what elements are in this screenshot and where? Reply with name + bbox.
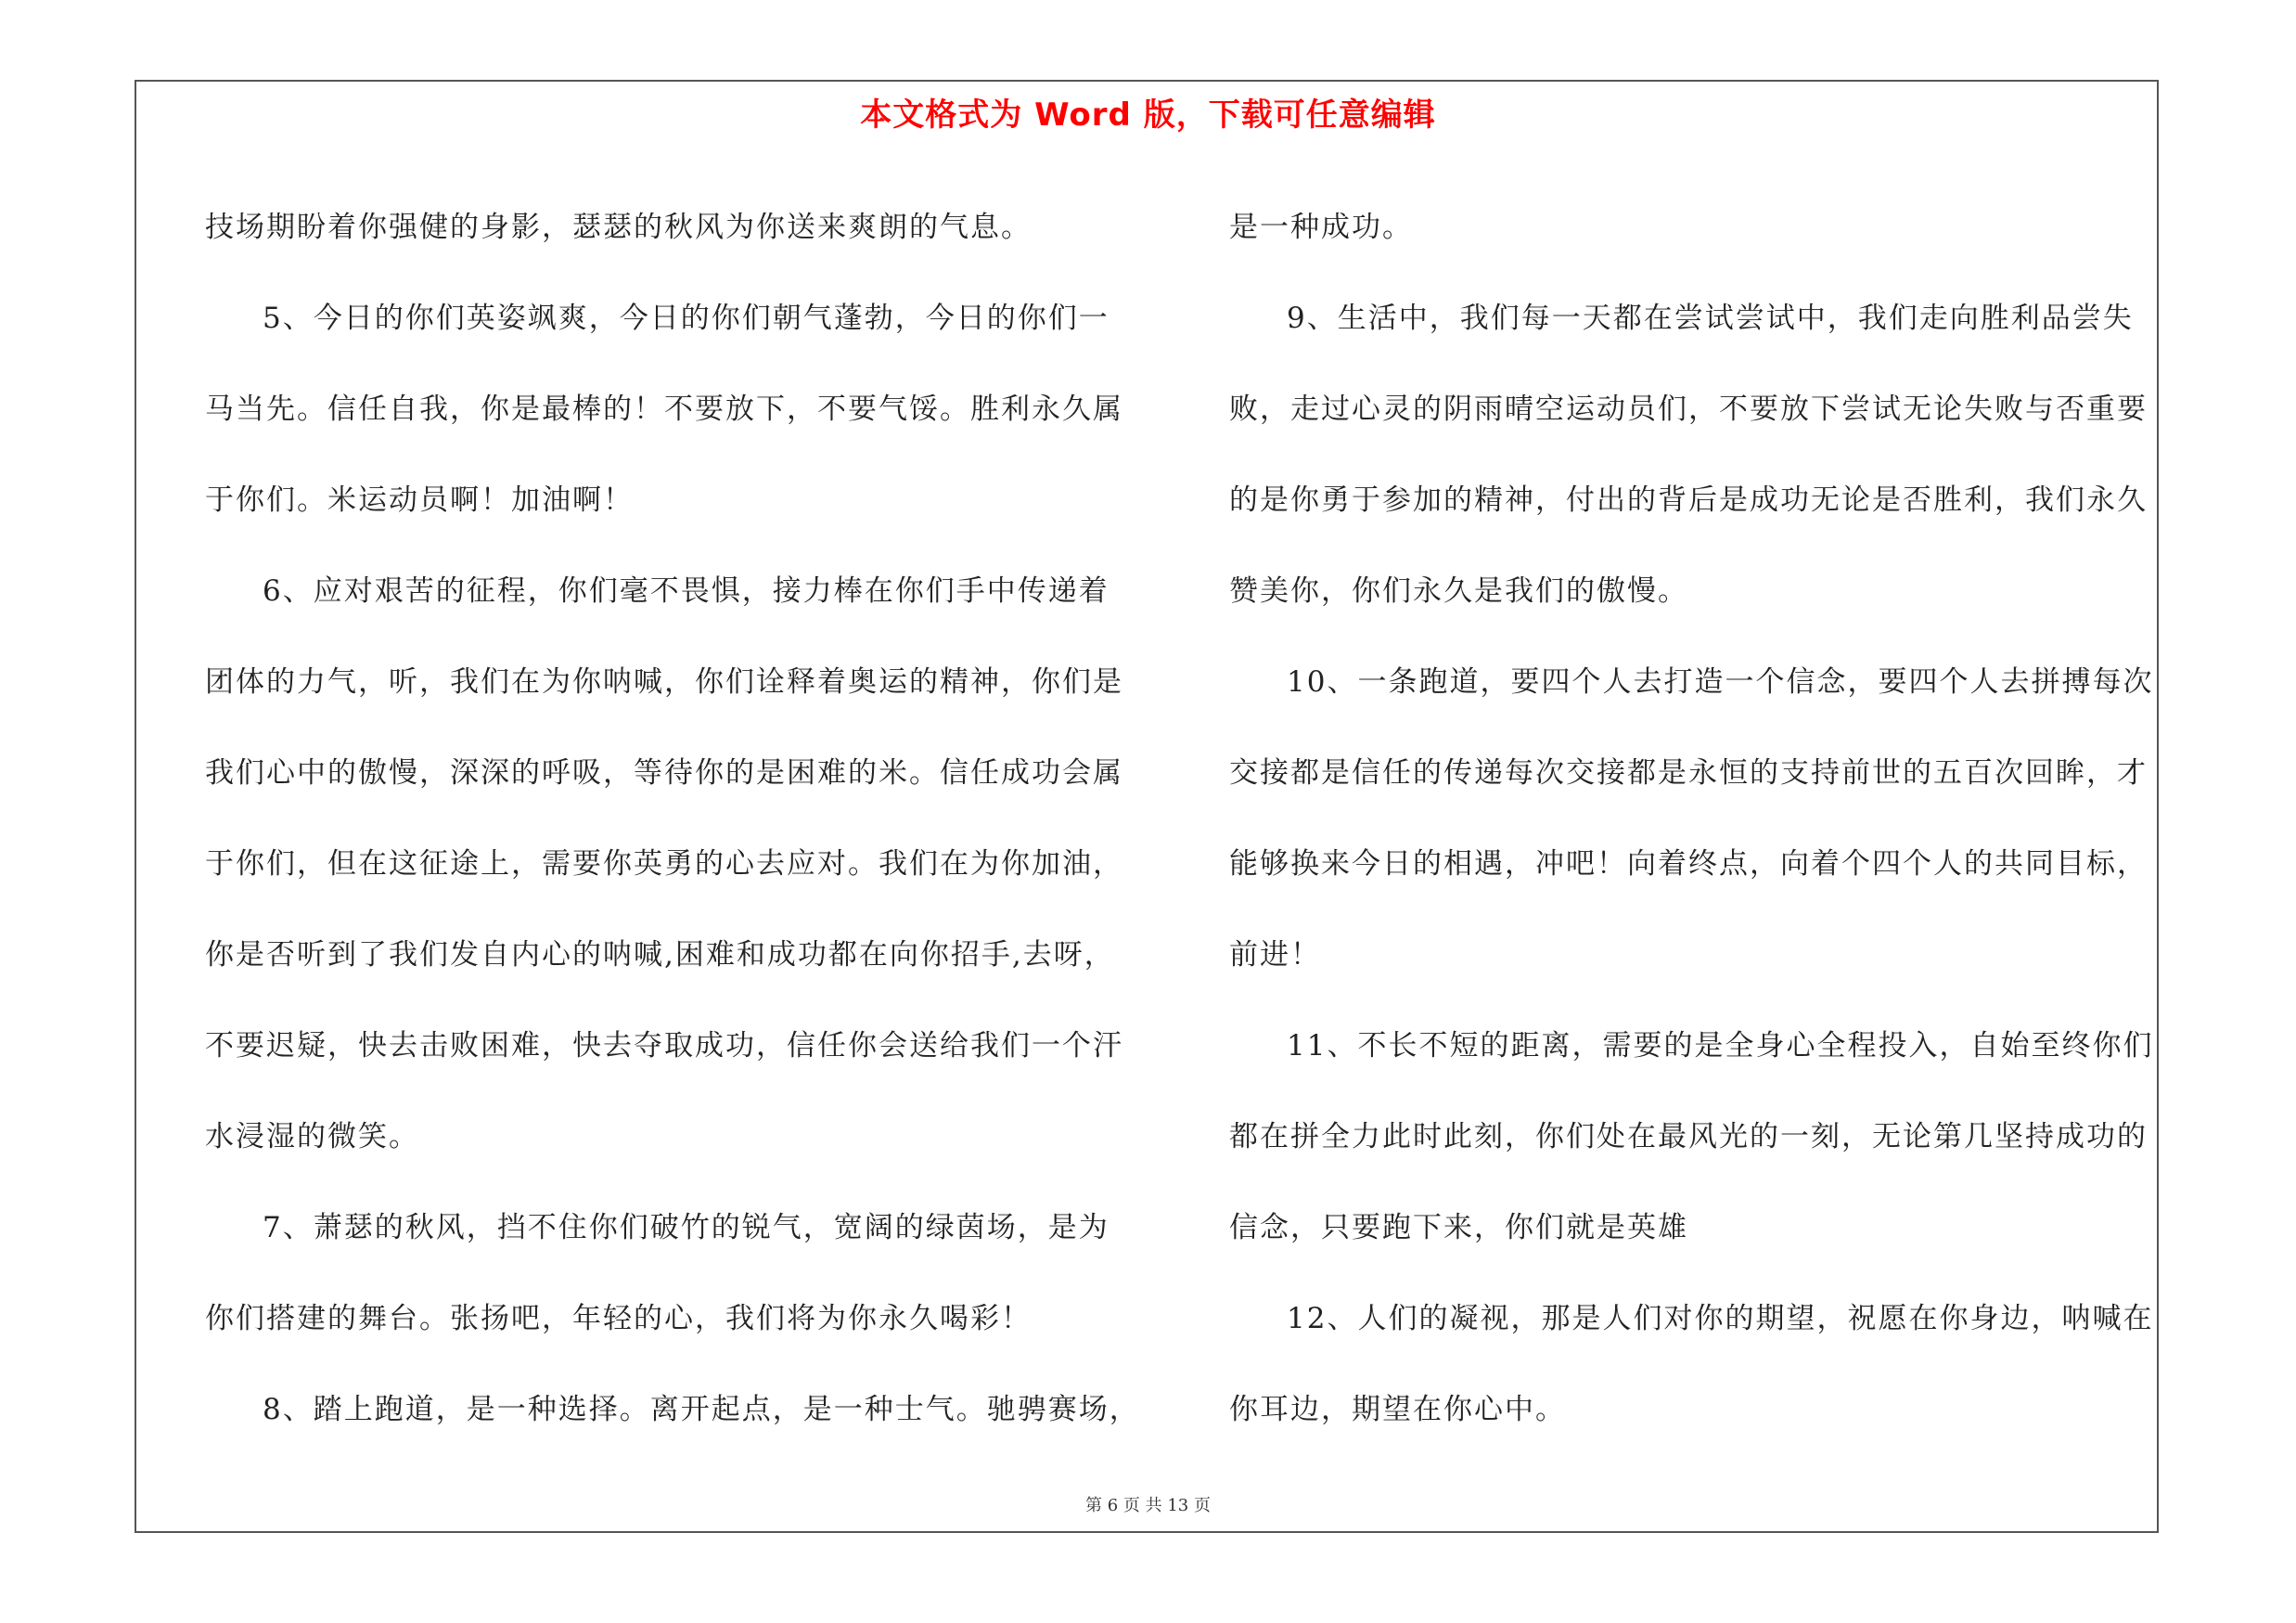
text-line: 信念，只要跑下来，你们就是英雄 xyxy=(1229,1211,1688,1244)
text-line: 你是否听到了我们发自内心的呐喊,困难和成功都在向你招手,去呀， xyxy=(205,938,1115,972)
text-line: 赞美你，你们永久是我们的傲慢。 xyxy=(1229,574,1688,608)
text-line: 都在拼全力此时此刻，你们处在最风光的一刻，无论第几坚持成功的 xyxy=(1229,1120,2148,1153)
edit-banner: 本文格式为 Word 版，下载可任意编辑 xyxy=(860,97,1436,134)
right-column xyxy=(1229,182,2166,1455)
page-number: 第 6 页 共 13 页 xyxy=(1085,1496,1211,1515)
text-line: 败，走过心灵的阴雨晴空运动员们，不要放下尝试无论失败与否重要 xyxy=(1229,393,2148,426)
text-line: 于你们，但在这征途上，需要你英勇的心去应对。我们在为你加油， xyxy=(205,847,1123,881)
text-line: 技场期盼着你强健的身影，瑟瑟的秋风为你送来爽朗的气息。 xyxy=(205,211,1032,244)
text-line: 10、一条跑道，要四个人去打造一个信念，要四个人去拼搏每次 xyxy=(1287,665,2154,699)
text-line: 6、应对艰苦的征程，你们毫不畏惧，接力棒在你们手中传递着 xyxy=(263,574,1110,608)
text-line: 不要迟疑，快去击败困难，快去夺取成功，信任你会送给我们一个汗 xyxy=(205,1029,1123,1063)
text-line: 我们心中的傲慢，深深的呼吸，等待你的是困难的米。信任成功会属 xyxy=(205,756,1123,790)
text-line: 你们搭建的舞台。张扬吧，年轻的心，我们将为你永久喝彩！ xyxy=(205,1302,1032,1335)
text-line: 的是你勇于参加的精神，付出的背后是成功无论是否胜利，我们永久 xyxy=(1229,483,2148,517)
text-line: 你耳边，期望在你心中。 xyxy=(1229,1393,1566,1426)
text-line: 于你们。米运动员啊！加油啊！ xyxy=(205,483,634,517)
text-line: 7、萧瑟的秋风，挡不住你们破竹的锐气，宽阔的绿茵场，是为 xyxy=(263,1211,1110,1244)
text-line: 能够换来今日的相遇，冲吧！向着终点，向着个四个人的共同目标， xyxy=(1229,847,2148,881)
text-line: 9、生活中，我们每一天都在尝试尝试中，我们走向胜利品尝失 xyxy=(1287,302,2134,335)
text-line: 马当先。信任自我，你是最棒的！不要放下，不要气馁。胜利永久属 xyxy=(205,393,1123,426)
text-line: 5、今日的你们英姿飒爽，今日的你们朝气蓬勃，今日的你们一 xyxy=(263,302,1110,335)
text-line: 交接都是信任的传递每次交接都是永恒的支持前世的五百次回眸，才 xyxy=(1229,756,2148,790)
text-line: 团体的力气，听，我们在为你呐喊，你们诠释着奥运的精神，你们是 xyxy=(205,665,1123,699)
text-line: 水浸湿的微笑。 xyxy=(205,1120,419,1153)
text-line: 8、踏上跑道，是一种选择。离开起点，是一种士气。驰骋赛场， xyxy=(263,1393,1140,1426)
text-line: 是一种成功。 xyxy=(1229,211,1413,244)
left-column xyxy=(205,182,1140,1455)
text-line: 12、人们的凝视，那是人们对你的期望，祝愿在你身边，呐喊在 xyxy=(1287,1302,2154,1335)
text-line: 前进！ xyxy=(1229,938,1321,972)
text-line: 11、不长不短的距离，需要的是全身心全程投入，自始至终你们 xyxy=(1287,1029,2154,1063)
